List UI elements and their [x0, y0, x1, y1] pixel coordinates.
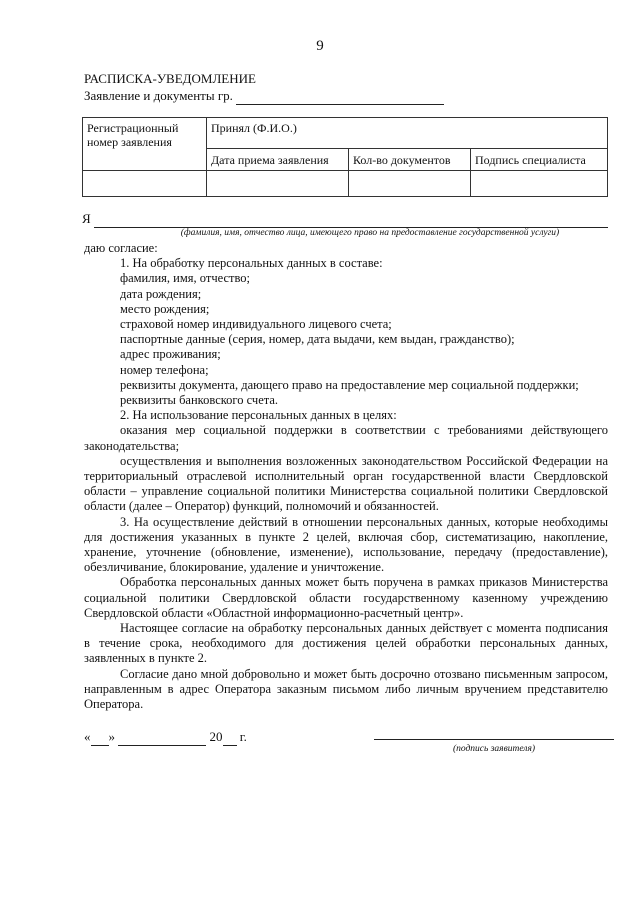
list-item: реквизиты банковского счета.: [120, 393, 279, 408]
list-item: паспортные данные (серия, номер, дата выдачи, кем выдан, гражданство);: [120, 332, 515, 347]
month-blank: [118, 729, 206, 746]
docs-line: [84, 88, 444, 105]
list-item: страховой номер индивидуального лицевого счета;: [120, 317, 392, 332]
item2-purpose-a: оказания мер социальной поддержки в соответствии с требованиями действующего законодательства;: [84, 423, 608, 453]
give-consent: даю согласие:: [84, 241, 158, 255]
document-heading: РАСПИСКА-УВЕДОМЛЕНИЕ: [84, 71, 256, 86]
list-item: фамилия, имя, отчество;: [120, 271, 251, 286]
accepted-header: Принял (Ф.И.О.): [207, 118, 608, 149]
docs-label: Заявление и документы гр.: [84, 88, 233, 103]
date-quote-close: »: [108, 729, 115, 744]
full-name-caption: (фамилия, имя, отчество лица, имеющего право на предоставление государственной услуги): [180, 228, 560, 238]
voluntary-paragraph: Согласие дано мной добровольно и может быть досрочно отозвано письменным запросом, направленным в адрес Оператора заказным письмом либо личным вручением представителю Оператора.: [84, 666, 608, 712]
full-name-blank: [94, 211, 608, 228]
consent-body: [84, 241, 608, 712]
date-quote-open: «: [84, 729, 91, 744]
signature-caption: (подпись заявителя): [452, 744, 536, 754]
registration-table: [82, 117, 608, 197]
year-prefix: 20: [209, 729, 223, 744]
year-suffix: г.: [239, 729, 247, 744]
list-item: адрес проживания;: [120, 347, 221, 362]
count-cell[interactable]: [349, 171, 471, 197]
signature-line[interactable]: [374, 739, 614, 740]
year-blank: [223, 729, 237, 746]
page-number: 9: [316, 38, 324, 54]
list-item: номер телефона;: [120, 362, 209, 377]
list-item: дата рождения;: [120, 286, 202, 301]
item3-actions: 3. На осуществление действий в отношении персональных данных, которые необходимы для достижения указанных в пункте 2 целей, включая сбор, систематизацию, накопление, хранение, уточнение (обновление, изменение), использование, передачу (предоставление), обезличивание, блокирование, удаление и уничтожение.: [84, 514, 608, 575]
day-blank: [91, 729, 109, 746]
ya-line: [82, 211, 608, 228]
date-header: Дата приема заявления: [207, 149, 349, 171]
count-header: Кол-во документов: [349, 149, 471, 171]
date-cell[interactable]: [207, 171, 349, 197]
item2-purpose-b: осуществления и выполнения возложенных законодательством Российской Федерации на территориальный отраслевой исполнительный орган государственной власти Свердловской области – управление социальной политики Министерства социальной политики Свердловской области (далее – Оператор) функций, полномочий и обязанностей.: [84, 453, 608, 514]
item2-title: 2. На использование персональных данных в целях:: [120, 408, 397, 423]
reg-number-cell[interactable]: [83, 171, 207, 197]
applicant-name-blank: [236, 88, 444, 105]
date-line: [84, 729, 247, 746]
item1-title: 1. На обработку персональных данных в составе:: [120, 256, 383, 271]
list-item: место рождения;: [120, 301, 210, 316]
reg-number-header: Регистрационный номер заявления: [83, 118, 207, 171]
ya-label: Я: [82, 211, 91, 226]
processing-paragraph: Обработка персональных данных может быть поручена в рамках приказов Министерства социальной политики Свердловской области государственному казенному учреждению Свердловской области «Областной информационно-расчетный центр».: [84, 575, 608, 620]
signature-cell[interactable]: [471, 171, 608, 197]
list-item: реквизиты документа, дающего право на предоставление мер социальной поддержки;: [120, 377, 579, 392]
signature-header: Подпись специалиста: [471, 149, 608, 171]
validity-paragraph: Настоящее согласие на обработку персональных данных действует с момента подписания в течение срока, необходимого для достижения целей обработки персональных данных, заявленных в пункте 2.: [84, 621, 608, 666]
